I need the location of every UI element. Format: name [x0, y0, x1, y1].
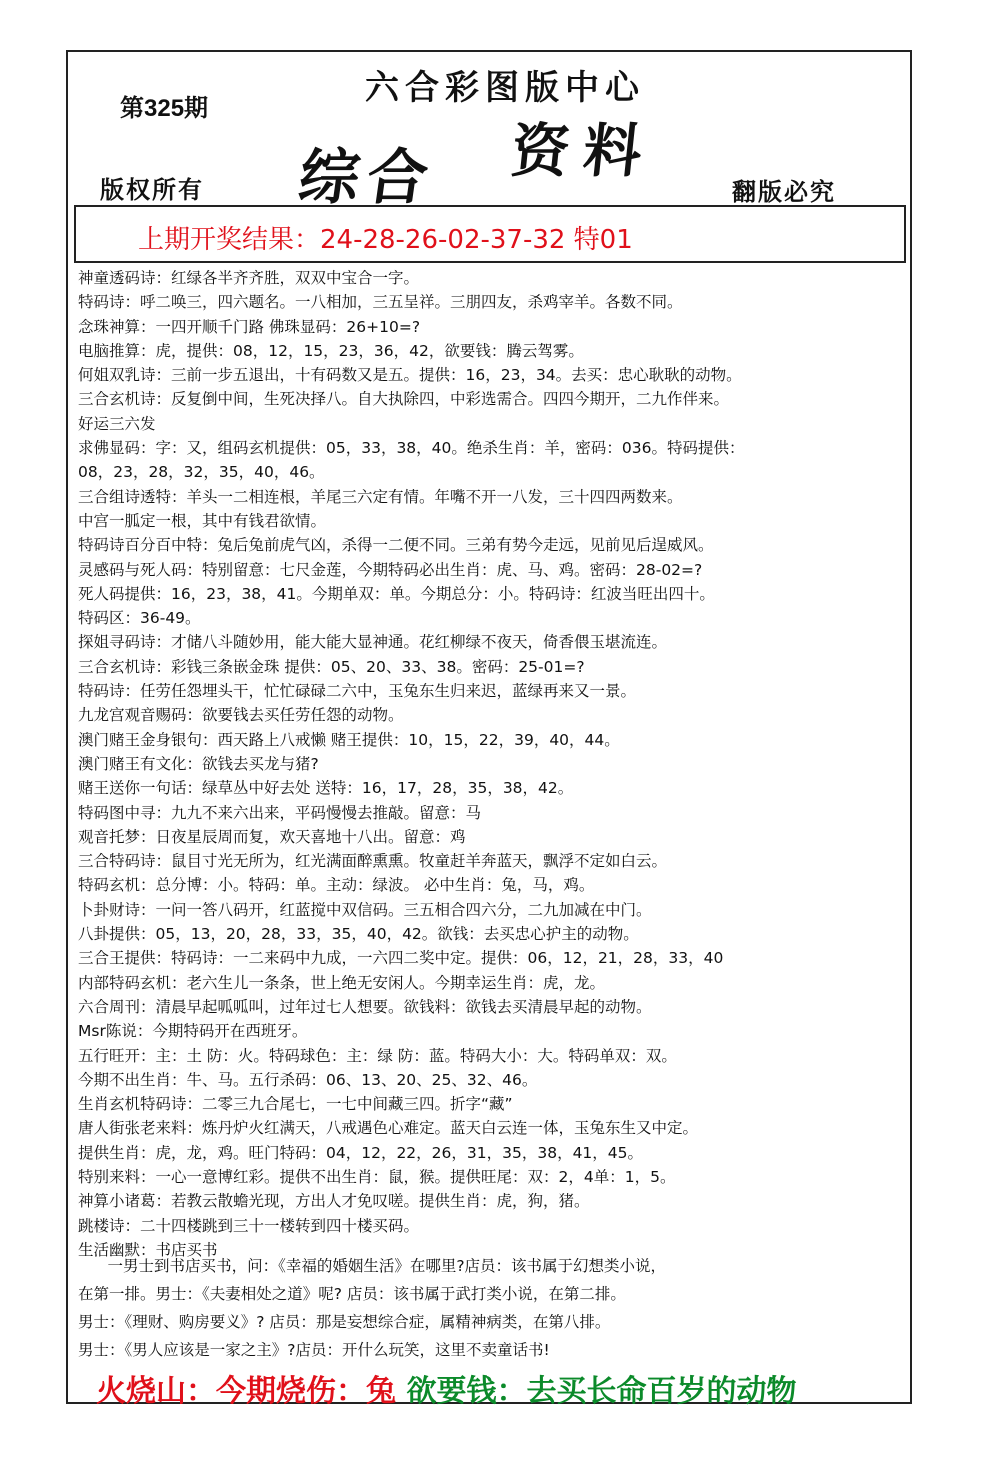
copyright-note: 版权所有	[100, 175, 204, 204]
humor-line: 一男士到书店买书，问：《幸福的婚姻生活》在哪里?店员：该书属于幻想类小说，	[78, 1257, 667, 1275]
issue-number: 第325期	[120, 95, 209, 122]
humor-line: 男士：《理财、购房要义》? 店员：那是妄想综合症，属精神病类，在第八排。	[78, 1313, 611, 1331]
content-line: 三合玄机诗：彩钱三条嵌金珠 提供：05、20、33、38。密码：25-01=?	[78, 657, 585, 676]
last-draw-result: 上期开奖结果：24-28-26-02-37-32 特01	[138, 225, 633, 255]
big-title-right: 资料	[507, 117, 660, 185]
content-line: 特码图中寻：九九不来六出来，平码慢慢去推敲。留意：马	[78, 803, 482, 822]
content-line: 生肖玄机特码诗：二零三九合尾七，一七中间藏三四。折字“藏”	[78, 1095, 513, 1114]
content-line: 08，23，28，32，35，40，46。	[78, 463, 325, 482]
content-line: 求佛显码：字：又，组码玄机提供：05，33，38，40。绝杀生肖：羊，密码：036。特码提供：	[78, 439, 745, 458]
content-line: 特码诗：任劳任怨埋头干，忙忙碌碌二六中，玉兔东生归来迟，蓝绿再来又一景。	[78, 682, 637, 701]
footer-green-text: 欲要钱：去买长命百岁的动物	[406, 1374, 797, 1409]
content-line: 提供生肖：虎，龙，鸡。旺门特码：04，12，22，26，31，35，38，41，45。	[78, 1143, 644, 1162]
content-line: 何姐双乳诗：三前一步五退出，十有码数又是五。提供：16，23，34。去买：忠心耿耿的动物。	[78, 366, 742, 385]
footer-banner	[96, 1366, 796, 1410]
content-line: 特码诗百分百中特：兔后兔前虎气凶，杀得一二便不同。三弟有势今走远，见前见后逞威风。	[78, 536, 714, 555]
content-line: 特码玄机：总分博：小。特码：单。主动：绿波。 必中生肖：兔，马，鸡。	[78, 876, 595, 895]
content-line: 三合王提供：特码诗：一二来码中九成，一六四二奖中定。提供：06，12，21，28，33，40	[78, 949, 724, 968]
content-line: 跳楼诗：二十四楼跳到三十一楼转到四十楼买码。	[78, 1216, 420, 1235]
content-line: 三合组诗透特：羊头一二相连根，羊尾三六定有情。年嘴不开一八发，三十四四两数来。	[78, 487, 683, 506]
humor-line: 男士：《男人应该是一家之主》?店员：开什么玩笑，这里不卖童话书!	[78, 1341, 550, 1359]
big-title-left: 综合	[294, 143, 441, 213]
content-line: 三合特码诗：鼠目寸光无所为，红光满面醉熏熏。牧童赶羊奔蓝天，飘浮不定如白云。	[78, 852, 668, 871]
content-line: 电脑推算：虎，提供：08，12，15，23，36，42，欲要钱：腾云驾雾。	[78, 341, 584, 360]
content-line: 卜卦财诗：一问一答八码开，红蓝搅中双信码。三五相合四六分，二九加减在中门。	[78, 900, 652, 919]
content-line: 六合周刊：清晨早起呱呱叫，过年过七人想要。欲钱料：欲钱去买清晨早起的动物。	[78, 997, 652, 1016]
content-line: 中宫一胍定一根，其中有钱君欲情。	[78, 511, 327, 530]
content-line: 灵感码与死人码：特别留意：七尺金莲，今期特码必出生肖：虎、马、鸡。密码：28-02=?	[78, 560, 703, 579]
footer-red-text: 火烧山：今期烧伤：兔	[96, 1374, 396, 1409]
content-line: 今期不出生肖：牛、马。五行杀码：06、13、20、25、32、46。	[78, 1070, 538, 1089]
content-line: Msr陈说：今期特码开在西班牙。	[78, 1022, 308, 1041]
anti-piracy-note: 翻版必究	[732, 177, 836, 206]
content-line: 好运三六发	[78, 414, 156, 433]
content-line: 澳门赌王有文化：欲钱去买龙与猪?	[78, 754, 319, 773]
content-lines	[78, 266, 904, 1262]
content-line: 澳门赌王金身银句：西天路上八戒懒 赌王提供：10，15，22，39，40，44。	[78, 730, 620, 749]
content-line: 特码区：36-49。	[78, 609, 201, 628]
content-line: 九龙宫观音赐码：欲要钱去买任劳任怨的动物。	[78, 706, 404, 725]
content-line: 特码诗：呼二唤三，四六题名。一八相加，三五呈祥。三朋四友，杀鸡宰羊。各数不同。	[78, 293, 683, 312]
content-line: 赌王送你一句话：绿草丛中好去处 送特：16，17，28，35，38，42。	[78, 779, 574, 798]
content-line: 观音托梦：日夜星辰周而复，欢天喜地十八出。留意：鸡	[78, 827, 466, 846]
content-line: 特别来料：一心一意博红彩。提供不出生肖：鼠，猴。提供旺尾：双：2，4单：1，5。	[78, 1167, 676, 1186]
content-line: 探姐寻码诗：才储八斗随妙用，能大能大显神通。花红柳绿不夜天，倚香偎玉堪流连。	[78, 633, 668, 652]
content-line: 三合玄机诗：反复倒中间，生死决择八。自大执除四，中彩选需合。四四今期开，二九作伴来。	[78, 390, 730, 409]
content-line: 八卦提供：05，13，20，28，33，35，40，42。欲钱：去买忠心护主的动物。	[78, 925, 639, 944]
content-line: 神算小诸葛：若教云散蟾光现，方出人才免叹嗟。提供生肖：虎，狗，猪。	[78, 1192, 590, 1211]
content-line: 五行旺开：主：土 防：火。特码球色：主：绿 防：蓝。特码大小：大。特码单双：双。	[78, 1046, 677, 1065]
content-line: 念珠神算：一四开顺千门路 佛珠显码：26+10=?	[78, 317, 421, 336]
content-line: 内部特码玄机：老六生儿一条条，世上绝无安闲人。今期幸运生肖：虎，龙。	[78, 973, 606, 992]
humor-line: 在第一排。男士：《夫妻相处之道》呢? 店员：该书属于武打类小说，在第二排。	[78, 1285, 626, 1303]
humor-story	[78, 1252, 904, 1364]
center-title: 六合彩图版中心	[365, 68, 645, 108]
content-line: 神童透码诗：红绿各半齐齐胜，双双中宝合一字。	[78, 269, 420, 287]
content-line: 生活幽默：书店买书	[78, 1240, 218, 1259]
content-line: 唐人街张老来料：炼丹炉火红满天，八戒遇色心难定。蓝天白云连一体，玉兔东生又中定。	[78, 1119, 699, 1138]
content-line: 死人码提供：16，23，38，41。今期单双：单。今期总分：小。特码诗：红波当旺出四十。	[78, 584, 715, 603]
